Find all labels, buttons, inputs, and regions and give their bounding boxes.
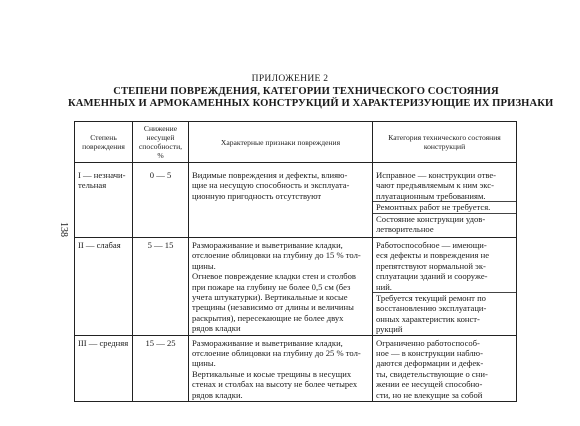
cell-line: трещины (независимо от длины и величины bbox=[192, 302, 354, 313]
page-number: 138 bbox=[58, 222, 69, 237]
cell-line: ционную пригодность отсутствуют bbox=[192, 190, 322, 201]
cell-line: Размораживание и выветривание кладки, bbox=[192, 337, 343, 348]
cell-line: летворительное bbox=[376, 224, 434, 235]
cell-line: онных характеристик конст- bbox=[376, 313, 480, 324]
cell-line: Требуется текущий ремонт по bbox=[376, 293, 486, 304]
table-row bbox=[75, 238, 517, 336]
signs-cell bbox=[189, 163, 373, 238]
cell-line: сплуатации зданий и сооруже- bbox=[376, 271, 488, 282]
header-category: Категория технического состояния конструкций bbox=[373, 122, 517, 163]
category-block bbox=[373, 170, 516, 201]
cell-line: Ремонтных работ не требуется. bbox=[376, 202, 491, 213]
table-row bbox=[75, 335, 517, 401]
cell-line: Состояние конструкции удов- bbox=[376, 213, 486, 224]
degree-cell bbox=[75, 335, 133, 401]
document-title bbox=[68, 86, 554, 110]
header-signs: Характерные признаки повреждения bbox=[189, 122, 373, 163]
header-reduction: Снижение несущей способности, % bbox=[133, 122, 189, 163]
cell-line: III — средняя bbox=[78, 337, 129, 348]
cell-line: Исправное — конструкции отве- bbox=[376, 170, 497, 180]
cell-line: Размораживание и выветривание кладки, bbox=[192, 240, 343, 250]
cell-line: щины. bbox=[192, 260, 216, 271]
cell-line: ний. bbox=[376, 281, 392, 292]
cell-line: Вертикальные и косые трещины в несущих bbox=[192, 368, 352, 379]
category-block bbox=[373, 292, 516, 335]
cell-line: Ограниченно работоспособ- bbox=[376, 337, 480, 348]
cell-line: ное — в конструкции наблю- bbox=[376, 348, 483, 359]
cell-line: плуатационным требованиям. bbox=[376, 190, 486, 201]
reduction-cell: 0 — 5 bbox=[133, 163, 189, 238]
cell-line: даются деформации и дефек- bbox=[376, 358, 484, 369]
reduction-cell: 5 — 15 bbox=[133, 238, 189, 336]
title-line: СТЕПЕНИ ПОВРЕЖДЕНИЯ, КАТЕГОРИИ ТЕХНИЧЕСКОГО СОСТОЯНИЯ bbox=[113, 86, 499, 97]
signs-cell bbox=[189, 238, 373, 336]
appendix-label: ПРИЛОЖЕНИЕ 2 bbox=[251, 74, 329, 84]
cell-line: при пожаре на глубину не более 0,5 см (без bbox=[192, 281, 351, 292]
cell-line: Видимые повреждения и дефекты, влияю- bbox=[192, 170, 348, 180]
cell-line: еся дефекты и повреждения не bbox=[376, 250, 490, 261]
cell-line: рядов кладки. bbox=[192, 389, 243, 400]
table-header-row bbox=[75, 122, 517, 163]
category-cell bbox=[373, 335, 517, 401]
cell-line: щие на несущую способность и эксплуата- bbox=[192, 180, 350, 191]
cell-line: стенах и столбах на высоту не более четырех bbox=[192, 379, 358, 390]
cell-line: ты, свидетельствующие о сни- bbox=[376, 368, 488, 379]
category-block bbox=[373, 338, 516, 400]
header-degree: Степень повреждения bbox=[75, 122, 133, 163]
table-row bbox=[75, 163, 517, 238]
cell-line: учета штукатурки). Вертикальные и косые bbox=[192, 292, 348, 303]
category-cell bbox=[373, 163, 517, 238]
reduction-cell: 15 — 25 bbox=[133, 335, 189, 401]
cell-line: отслоение облицовки на глубину до 25 % тол- bbox=[192, 348, 361, 359]
cell-line: препятствуют нормальной эк- bbox=[376, 260, 486, 271]
cell-line: рядов кладки bbox=[192, 323, 241, 334]
cell-line: раскрытия), пересекающие не более двух bbox=[192, 312, 344, 323]
category-block bbox=[373, 240, 516, 292]
cell-line: сти, но не влекущие за собой bbox=[376, 389, 483, 400]
cell-line: Огневое повреждение кладки стен и столбов bbox=[192, 271, 356, 282]
category-cell bbox=[373, 238, 517, 336]
table-body bbox=[75, 163, 517, 402]
cell-line: жении ее несущей способно- bbox=[376, 379, 483, 390]
title-line: КАМЕННЫХ И АРМОКАМЕННЫХ КОНСТРУКЦИЙ И ХАРАКТЕРИЗУЮЩИЕ ИХ ПРИЗНАКИ bbox=[68, 98, 554, 109]
cell-line: тельная bbox=[78, 180, 107, 191]
damage-table bbox=[74, 121, 517, 402]
cell-line: отслоение облицовки на глубину до 15 % тол- bbox=[192, 250, 361, 261]
category-block bbox=[373, 213, 516, 235]
cell-line: чают предъявляемым к ним экс- bbox=[376, 180, 494, 191]
cell-line: II — слабая bbox=[78, 240, 121, 250]
cell-line: щины. bbox=[192, 358, 216, 369]
degree-cell bbox=[75, 238, 133, 336]
degree-cell bbox=[75, 163, 133, 238]
cell-line: I — незначи- bbox=[78, 170, 126, 180]
category-block bbox=[373, 201, 516, 212]
cell-line: восстановлению эксплуатаци- bbox=[376, 303, 487, 314]
signs-cell bbox=[189, 335, 373, 401]
cell-line: рукций bbox=[376, 324, 403, 335]
cell-line: Работоспособное — имеющи- bbox=[376, 240, 487, 250]
